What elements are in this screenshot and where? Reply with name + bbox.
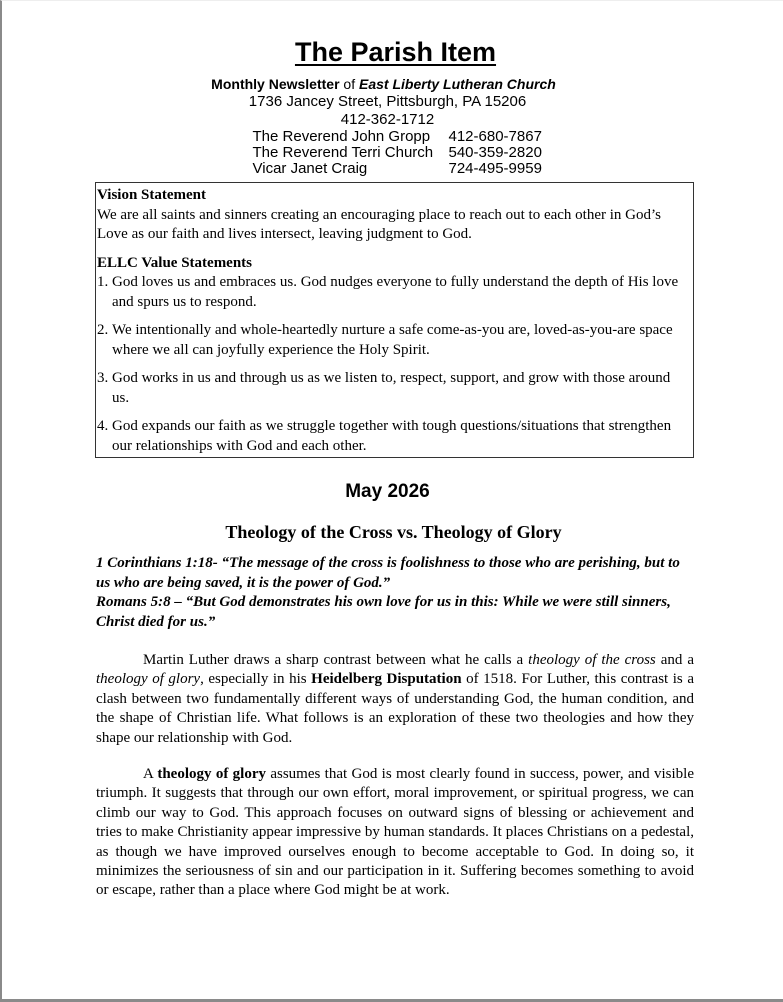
staff-name: The Reverend John Gropp <box>252 128 431 145</box>
subtitle-label: Monthly Newsletter <box>211 76 340 92</box>
text-run: of 1518. For Luther, this contrast is a clash between two fundamentally different ways of understanding God, the human condition, and the shape of Christian life. What follows is an exploration of these two theologies and how they shape our relationship with God. <box>96 671 694 746</box>
article-paragraph <box>96 765 694 901</box>
value-number: 2. <box>97 322 109 338</box>
church-phone: 412-362-1712 <box>340 111 435 128</box>
values-list <box>97 273 693 456</box>
value-item <box>97 417 693 456</box>
text-run: Martin Luther draws a sharp contrast between what he calls a <box>143 652 529 668</box>
article-paragraph <box>96 651 694 748</box>
text-run: A <box>143 766 158 782</box>
newsletter-header <box>2 35 783 177</box>
church-name: East Liberty Lutheran Church <box>359 76 556 92</box>
italic-term: theology of glory <box>96 671 201 688</box>
vision-statement-box <box>95 182 694 458</box>
value-item <box>97 369 693 408</box>
staff-row <box>253 129 553 145</box>
value-text: We intentionally and whole-heartedly nurture a safe come-as-you are, loved-as-you-are space where we all can joyfully experience the Holy Spirit. <box>112 322 673 358</box>
value-item <box>97 321 693 360</box>
subtitle-of: of <box>339 76 359 92</box>
value-text: God works in us and through us as we listen to, respect, support, and grow with those around us. <box>112 370 671 406</box>
italic-term: theology of the cross <box>528 652 656 668</box>
staff-phone: 724-495-9959 <box>448 160 542 177</box>
text-run: and a <box>655 652 694 668</box>
vision-heading: Vision Statement <box>97 187 207 203</box>
newsletter-title: The Parish Item <box>294 37 497 67</box>
staff-name: Vicar Janet Craig <box>252 160 368 177</box>
staff-row <box>253 161 553 177</box>
staff-row <box>253 145 553 161</box>
staff-name: The Reverend Terri Church <box>252 144 434 161</box>
staff-phone: 412-680-7867 <box>448 128 542 145</box>
bold-term: Heidelberg Disputation <box>311 671 462 688</box>
vision-text: We are all saints and sinners creating an encouraging place to reach out to each other in God’s Love as our faith and lives intersect, leaving judgment to God. <box>97 206 661 242</box>
values-heading: ELLC Value Statements <box>97 254 253 271</box>
scripture-verses <box>96 554 694 632</box>
value-text: God expands our faith as we struggle together with tough questions/situations that strengthen our relationships with God and each other. <box>112 418 672 454</box>
text-run: assumes that God is most clearly found in success, power, and visible triumph. It suggests that through our own effort, moral improvement, or spiritual progress, we can climb our way to God. This approach focuses on outward signs of blessing or achievement and tries to make Christianity appear impressive by human standards. It places Christians on a pedestal, as though we have improved ourselves enough to become acceptable to God. In doing so, it minimizes the seriousness of sin and our participation in it. Suffering becomes something to avoid or escape, rather than a place where God might be at work. <box>96 766 694 899</box>
verse: 1 Corinthians 1:18- “The message of the cross is foolishness to those who are perishing, but to us who are being saved, it is the power of God.” <box>96 555 680 591</box>
value-item <box>97 273 693 312</box>
article-title: Theology of the Cross vs. Theology of Glory <box>225 522 562 542</box>
church-address: 1736 Jancey Street, Pittsburgh, PA 15206 <box>248 93 527 110</box>
text-run: , especially in his <box>200 671 312 688</box>
newsletter-subtitle <box>0 75 783 93</box>
verse: Romans 5:8 – “But God demonstrates his own love for us in this: While we were still sinners, Christ died for us.” <box>96 594 671 630</box>
bold-term: theology of glory <box>157 766 266 782</box>
value-text: God loves us and embraces us. God nudges everyone to fully understand the depth of His love and spurs us to respond. <box>112 274 679 310</box>
staff-list <box>253 129 553 177</box>
issue-month: May 2026 <box>345 481 430 502</box>
value-number: 1. <box>97 274 109 290</box>
value-number: 4. <box>97 418 109 434</box>
value-number: 3. <box>97 370 109 386</box>
staff-phone: 540-359-2820 <box>448 144 542 161</box>
